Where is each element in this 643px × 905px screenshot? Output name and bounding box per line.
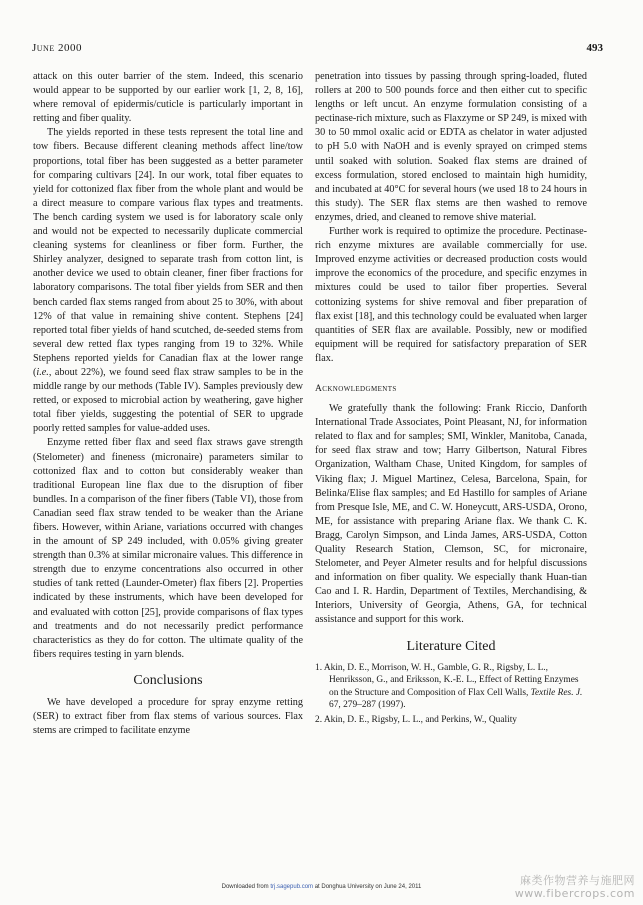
paragraph: penetration into tissues by passing through spring-loaded, fluted rollers at 200 to 500 pounds force and then either cut to specific lengths or left uncut. An enzyme formulation consisting of a pectinase-rich mixture, such as Flaxzyme or SP 249, is mixed with 30 to 50 mmol oxalic acid or EDTA as chelator in water adjusted to pH 5.0 with NaOH and is evenly sprayed on crimped stems until soaked with solution. Soaked flax stems are drained of excess formulation, stored enclosed to maintain high humidity, and incubated at 40°C for several hours (we used 18 to 24 hours in this study). The SER flax stems are then washed to remove enzymes, dried, and cleaned to remove shive material.: [315, 71, 587, 223]
paragraph: Enzyme retted fiber flax and seed flax straws gave strength (Stelometer) and fineness (micronaire) parameters similar to cottonized flax and to cotton but considerably weaker than traditional European line flax due to the disruption of fiber bundles. In a comparison of the finer fibers (Table VI), those from Canadian seed flax straw tended to be weaker than the Ariane fibers. However, within Ariane, variations occurred with changes in the amount of SP 249 included, with 0.05% giving greater strength than 0.3% at similar micronaire values. This difference in strength due to enzyme concentrations also occurred in other studies of tank retted (Launder-Ometer) flax fibers [2]. Properties indicated by these instruments, which have been developed for and evaluated with cotton [25], provide comparisons of flax types and treatments and do not necessarily predict performance characteristics as they do for cotton. The ultimate quality of the fibers requires testing in yarn blends.: [33, 437, 303, 660]
section-heading-acknowledgments: Acknowledgments: [315, 383, 397, 394]
right-column: [315, 70, 587, 729]
section-heading-conclusions: Conclusions: [133, 672, 203, 688]
running-title: June 2000: [32, 42, 82, 54]
journal-link[interactable]: trj.sagepub.com: [270, 884, 314, 890]
page-number: 493: [586, 42, 603, 54]
reference-item: 2. Akin, D. E., Rigsby, L. L., and Perkins, W., Quality: [315, 715, 517, 726]
paragraph: We have developed a procedure for spray enzyme retting (SER) to extract fiber from flax stems of various sources. Flax stems are crimped to facilitate enzyme: [33, 697, 303, 737]
download-footer: Downloaded from trj.sagepub.com at Donghua University on June 24, 2011: [221, 884, 422, 890]
section-heading-literature-cited: Literature Cited: [406, 638, 496, 654]
paragraph: We gratefully thank the following: Frank Riccio, Danforth International Trade Associates, Point Pleasant, NJ, for information related to flax and for samples; SMI, Winkler, Manitoba, Canada, for seed flax straw and tow; Harry Gilbertson, Natural Fibres Organization, Waltham Chase, United Kingdom, for samples of Viking flax; J. Miguel Martinez, Celesa, Barcelona, Spain, for Belinka/Elise flax samples; and Ed Hastillo for samples of Ariane from Presque Isle, ME, and C. W. Honeycutt, ARS-USDA, Orono, ME, for assistance with preparing Ariane flax. We thank C. K. Bragg, Carolyn Simpson, and Linda James, ARS-USDA, Cotton Quality Research Station, Clemson, SC, for micronaire, Stelometer, and Peyer Almeter results and for helpful discussions and information on fiber quality. We especially thank Huan-tian Cao and I. R. Hardin, Department of Textiles, Merchandising, & Interiors, University of Georgia, Athens, GA, for technical assistance and support for this work.: [315, 403, 587, 626]
watermark: 麻类作物营养与施肥网 www.fibercrops.com: [514, 874, 635, 900]
paragraph: Further work is required to optimize the procedure. Pectinase-rich enzyme mixtures are available commercially for use. Improved enzyme activities or decreased production costs would improve the economics of the procedure, and specific enzymes in mixtures could be used to tailor fiber properties. Several cottonizing systems for shive removal and fiber preparation of flax exist [18], and this technology could be evaluated when larger quantities of SER flax are available. Possibly, new or modified equipment will be required for satisfactory preparation of SER flax.: [315, 226, 587, 364]
paragraph: The yields reported in these tests represent the total line and tow fibers. Because different cleaning methods affect line/tow proportions, total fiber has been suggested as a better parameter for comparing cultivars [24]. In our work, total fiber equates to yield for cottonized flax fiber from the whole plant and would be a direct measure to compare various flax types and treatments. The bench carding system we used is for laboratory scale only and would not be expected to necessarily duplicate commercial cleaning systems for cleanliness or fiber form. Further, the Shirley analyzer, designed to separate trash from cotton lint, is another device we used to obtain cleaner, finer fiber fractions for laboratory comparisons. The total fiber yields from SER and then bench carded flax stems ranged from about 25 to 30%, with about 12% of that value in remaining shive content. Stephens [24] reported total fiber yields of hand scutched, de-seeded stems from several dew retted flax types ranging from 19 to 32%. While Stephens reported yields for Canadian flax at the lower range (i.e., about 22%), we found seed flax straw samples to be in the middle range by our methods (Table IV). Samples previously dew retted, or exposed to microbial action by weathering, gave higher total fiber yields, suggesting the potential of SER to upgrade poorly retted samples for value-added uses.: [33, 127, 303, 435]
paragraph: attack on this outer barrier of the stem. Indeed, this scenario would appear to be supported by our earlier work [1, 2, 8, 16], where removal of epidermis/cuticle is particularly important in retting and fiber quality.: [33, 71, 303, 125]
left-column: [33, 70, 303, 738]
reference-item: 1. Akin, D. E., Morrison, W. H., Gamble, G. R., Rigsby, L. L., Henriksson, G., and Eriksson, K.-E. L., Effect of Retting Enzymes on the Structure and Composition of Flax Cell Walls, Textile Res. J. 67, 279–287 (1997).: [315, 662, 583, 711]
reference-list: [315, 662, 587, 727]
